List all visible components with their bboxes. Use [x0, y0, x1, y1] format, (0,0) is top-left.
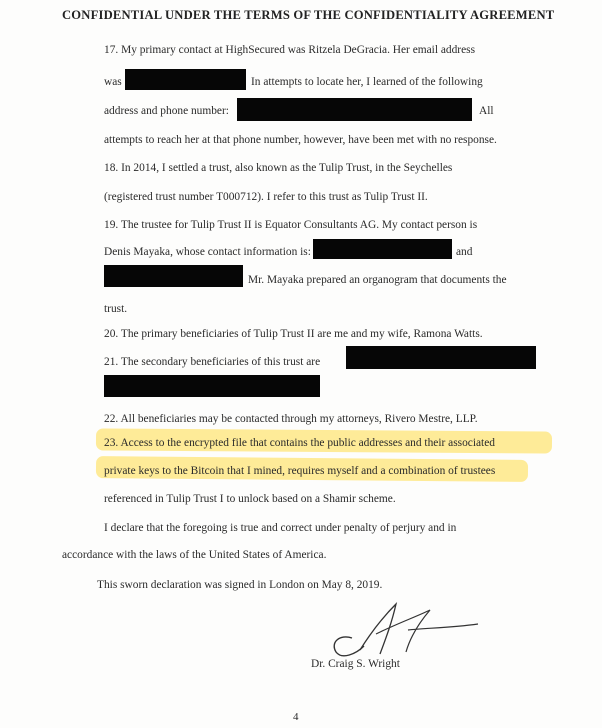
- page-number: 4: [293, 711, 299, 723]
- paragraph-19-line-4: trust.: [104, 303, 128, 315]
- paragraph-19-line-2b: and: [456, 246, 473, 258]
- paragraph-17-line-3b: All: [479, 105, 494, 117]
- signing-statement: This sworn declaration was signed in London on May 8, 2019.: [97, 579, 383, 591]
- paragraph-23-line-2: private keys to the Bitcoin that I mined, requires myself and a combination of trustees: [104, 465, 496, 477]
- paragraph-17-line-1: 17. My primary contact at HighSecured was Ritzela DeGracia. Her email address: [104, 44, 476, 56]
- declaration-line-1: I declare that the foregoing is true and correct under penalty of perjury and in: [104, 522, 457, 534]
- paragraph-18-line-1: 18. In 2014, I settled a trust, also known as the Tulip Trust, in the Seychelles: [104, 162, 453, 174]
- confidential-header: CONFIDENTIAL UNDER THE TERMS OF THE CONFIDENTIALITY AGREEMENT: [62, 8, 555, 22]
- redaction-box: [237, 98, 472, 121]
- paragraph-23-line-3: referenced in Tulip Trust I to unlock based on a Shamir scheme.: [104, 493, 396, 505]
- declaration-line-2: accordance with the laws of the United States of America.: [62, 549, 327, 561]
- redaction-box: [104, 375, 320, 397]
- redaction-box: [125, 69, 246, 90]
- paragraph-23-line-1: 23. Access to the encrypted file that contains the public addresses and their associated: [104, 437, 495, 449]
- paragraph-17-line-2a: was: [104, 76, 122, 88]
- paragraph-19-line-3: Mr. Mayaka prepared an organogram that documents the: [248, 274, 507, 286]
- paragraph-20-line-1: 20. The primary beneficiaries of Tulip Trust II are me and my wife, Ramona Watts.: [104, 328, 483, 340]
- redaction-box: [104, 265, 243, 287]
- paragraph-17-line-4: attempts to reach her at that phone number, however, have been met with no response.: [104, 134, 497, 146]
- paragraph-21-line-1: 21. The secondary beneficiaries of this trust are: [104, 356, 321, 368]
- paragraph-22-line-1: 22. All beneficiaries may be contacted through my attorneys, Rivero Mestre, LLP.: [104, 413, 478, 425]
- redaction-box: [346, 346, 536, 369]
- paragraph-19-line-1: 19. The trustee for Tulip Trust II is Equator Consultants AG. My contact person is: [104, 219, 478, 231]
- paragraph-18-line-2: (registered trust number T000712). I refer to this trust as Tulip Trust II.: [104, 191, 428, 203]
- paragraph-19-line-2a: Denis Mayaka, whose contact information is:: [104, 246, 311, 258]
- paragraph-17-line-3a: address and phone number:: [104, 105, 229, 117]
- signatory-name: Dr. Craig S. Wright: [311, 658, 400, 670]
- paragraph-17-line-2b: In attempts to locate her, I learned of the following: [251, 76, 483, 88]
- redaction-box: [313, 239, 452, 259]
